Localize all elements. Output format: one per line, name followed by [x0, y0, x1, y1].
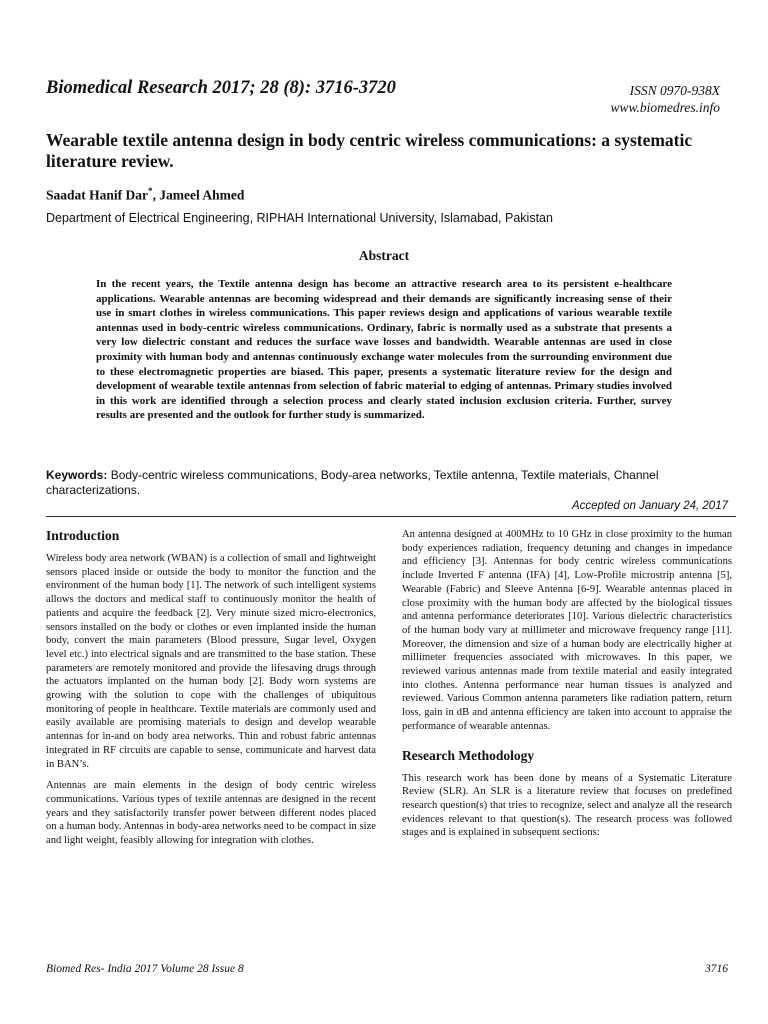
footer-citation: Biomed Res- India 2017 Volume 28 Issue 8 — [46, 963, 244, 975]
right-column — [402, 528, 732, 848]
issn-number: ISSN 0970-938X — [629, 83, 720, 98]
abstract-heading: Abstract — [358, 248, 410, 263]
methodology-heading: Research Methodology — [402, 747, 535, 763]
affiliation: Department of Electrical Engineering, RIPHAH International University, Islamabad, Pakistan — [46, 211, 553, 225]
section-divider — [46, 516, 736, 517]
journal-citation: Biomedical Research 2017; 28 (8): 3716-3720 — [46, 78, 396, 98]
abstract-text: In the recent years, the Textile antenna design has become an attractive research area to its persistent e-healthcare applications. Wearable antennas are becoming widespread and their demands are significantly increasing sense of their use in smart clothes in wireless communications. This paper reviews design and applications of various wearable textile antennas used in body-centric wireless communications. Ordinary, fabric is normally used as a substrate that presents a very low dielectric constant and reduces the surface wave losses and bandwidth. Wearable antennas are used in close proximity with human body and antennas continuously exchange water molecules from the surrounding environment due to these electromagnetic properties are biased. This paper, presents a systematic literature review for the design and development of wearable textile antennas from selection of fabric material to edging of antennas. Primary studies involved in this work are identified through a selection process and clearly stated inclusion exclusion criteria. Further, survey results are presented and the outlook for further study is summarized. — [96, 278, 672, 422]
author-1: Saadat Hanif Dar — [46, 187, 149, 203]
introduction-paragraph-2: Antennas are main elements in the design of body centric wireless communications. Various types of textile antennas are designed in the recent years and they satisfactorily transfer power between different nodes placed on a human body. Antennas in body-area networks need to be compact in size and light weight, feasibly allowing for integration with clothes. — [46, 780, 376, 847]
introduction-heading: Introduction — [46, 528, 120, 543]
keywords-label: Keywords: — [46, 468, 108, 482]
author-2: , Jameel Ahmed — [152, 187, 245, 203]
journal-website: www.biomedres.info — [610, 100, 720, 115]
left-column — [46, 528, 376, 856]
article-title: Wearable textile antenna design in body centric wireless communications: a systematic literature review. — [46, 130, 693, 171]
accepted-date: Accepted on January 24, 2017 — [571, 500, 728, 512]
keywords — [46, 468, 736, 498]
corresponding-author-mark: * — [148, 186, 153, 196]
journal-info — [610, 82, 720, 116]
keywords-text: Body-centric wireless communications, Body-area networks, Textile antenna, Textile materials, Channel characterizations. — [46, 468, 659, 497]
page-number: 3716 — [705, 963, 728, 975]
introduction-paragraph-1: Wireless body area network (WBAN) is a collection of small and lightweight sensors placed inside or outside the body to monitor the function and the environment of the human body [1]. The network of such intelligent systems allows the doctors and medical staff to continuously monitor the health of patients and acquire the feedback [2]. Very minute sized micro-electronics, sensors installed on the body or clothes or even implanted inside the human body, convert the main parameters (Blood pressure, Sugar level, Oxygen level etc.) into electrical signals and are transmitted to the base station. These parameters are remotely monitored and provide the lifesaving drugs through the actuators implanted on the human body [2]. Body worn systems are growing with the solution to cope with the challenges of ubiquitous monitoring of people in healthcare. Textile materials are commonly used and easily available are promising materials to design and develop wearable antennas for in-and on body area networks. Thin and robust fabric antennas integrated in RF circuits are capable to sense, communicate and harvest data in BAN’s. — [46, 553, 376, 770]
introduction-paragraph-3: An antenna designed at 400MHz to 10 GHz in close proximity to the human body experiences radiation, frequency detuning and changes in impedance and efficiency [3]. Antennas for body centric wireless communications include Inverted F antenna (IFA) [4], Low-Profile microstrip antenna [5], Wearable (Fabric) and Sleeve Antenna [6-9]. Wearable antennas placed in close proximity with the human body are affected by the biological tissues and antenna performance deteriorates [10]. Various dielectric characteristics of the human body vary at millimeter and microwave frequency range [11]. Moreover, the dimension and size of a human body are electrically higher at millimeter frequencies associated with microwaves. In this paper, we reviewed various antennas made from textile material and easily integrated into clothes. Antenna performance near human tissues is analyzed and reviewed. Various Common antenna parameters like radiation pattern, return loss, gain in dB and antenna efficiency are taken into account to appraise the performance of wearable antennas. — [402, 529, 732, 732]
methodology-paragraph-1: This research work has been done by means of a Systematic Literature Review (SLR). An SLR is a literature review that focuses on predefined research question(s) that tries to recognize, select and analyze all the research evidences relevant to that question(s). The research process was followed stages and is explained in subsequent sections: — [402, 772, 732, 839]
author-list — [46, 186, 244, 204]
